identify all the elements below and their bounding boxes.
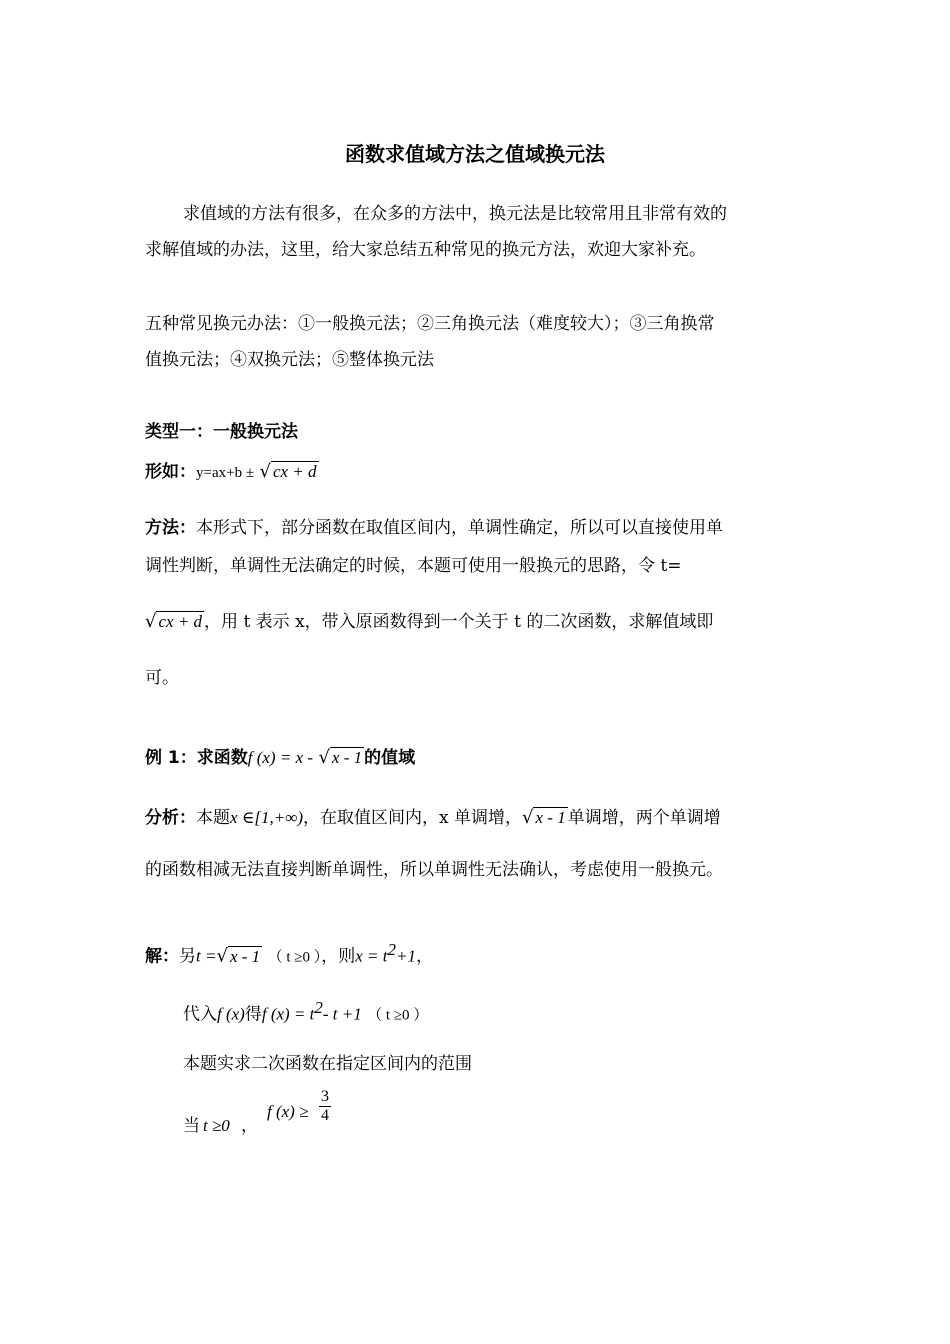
fraction-three-quarters (319, 1088, 331, 1125)
condition-1: （ t ≥0 ） (267, 949, 322, 966)
method-line-2: 调性判断，单调性无法确定的时候，本题可使用一般换元的思路，令 t= (145, 556, 682, 576)
method-text-1: 本形式下，部分函数在取值区间内，单调性确定，所以可以直接使用单 (196, 518, 723, 538)
x-expr-pre: x = t (355, 946, 388, 966)
step4-f: f (x) ≥ (267, 1102, 309, 1121)
radical-sign: √ (216, 945, 228, 967)
radical-sign: √ (522, 807, 534, 828)
example1-radicand: x - 1 (331, 748, 363, 767)
condition-2: （ t ≥0 ） (367, 1007, 429, 1024)
intro-line-1: 求值域的方法有很多，在众多的方法中，换元法是比较常用且非常有效的 (183, 204, 727, 224)
step2-expr-post: - t +1 (322, 1004, 362, 1024)
then-text: ，则 (321, 946, 356, 967)
step4-comma: ， (241, 1116, 258, 1136)
step4-cond: t ≥0 (203, 1116, 230, 1135)
type1-heading: 类型一：一般换元法 (145, 422, 298, 442)
form-label: 形如： (145, 462, 196, 482)
method-text-3: ，用 t 表示 x，带入原函数得到一个关于 t 的二次函数，求解值域即 (204, 612, 714, 632)
example1-line (145, 746, 415, 770)
fraction-denominator: 4 (321, 1107, 329, 1124)
method-line-1 (145, 516, 723, 540)
method-label: 方法： (145, 518, 196, 538)
example1-label: 例 1：求函数 (145, 748, 248, 768)
step2-f: f (x) (217, 1004, 245, 1024)
solution-tail: ， (415, 946, 433, 967)
solution-label: 解： (145, 946, 179, 967)
x-expr-post: +1 (395, 946, 416, 966)
step3-line: 本题实求二次函数在指定区间内的范围 (183, 1054, 472, 1074)
methods-line-1: 五种常见换元办法：①一般换元法；②三角换元法（难度较大）；③三角换常 (145, 314, 715, 334)
fraction-numerator: 3 (321, 1088, 329, 1105)
radical-sign: √ (318, 747, 330, 768)
step2-pre: 代入 (183, 1004, 217, 1025)
step4-pre: 当 (183, 1116, 200, 1136)
form-text: y=ax+b ± (196, 465, 255, 481)
analysis-line-1 (145, 806, 721, 830)
step2-expr-pre: f (x) = t (261, 1004, 315, 1024)
solution-pre: 另 (179, 946, 196, 967)
example1-formula: f (x) = x - (247, 748, 314, 767)
step2-line (183, 996, 429, 1025)
analysis-line-2: 的函数相减无法直接判断单调性，所以单调性无法确认，考虑使用一般换元。 (145, 860, 723, 880)
substitution-lhs: t = (196, 946, 217, 966)
step2-mid: 得 (244, 1004, 262, 1025)
methods-line-2: 值换元法；④双换元法；⑤整体换元法 (145, 350, 434, 370)
x-expr-sup: 2 (387, 940, 396, 959)
analysis-label: 分析： (145, 808, 196, 828)
analysis-domain: x ∈[1,+∞) (230, 808, 303, 827)
radical-sign: √ (259, 461, 271, 482)
form-radicand: cx + d (272, 462, 317, 481)
intro-line-2: 求解值域的办法，这里，给大家总结五种常见的换元方法，欢迎大家补充。 (145, 240, 706, 260)
method-line-3 (145, 610, 713, 634)
step2-expr-sup: 2 (314, 998, 323, 1017)
analysis-radicand: x - 1 (535, 808, 566, 827)
example1-suffix: 的值域 (364, 748, 416, 768)
analysis-mid: ，在取值区间内，x 单调增， (303, 808, 522, 828)
analysis-post: 单调增，两个单调增 (567, 808, 721, 828)
method-line-4: 可。 (145, 668, 179, 688)
analysis-pre: 本题 (196, 808, 230, 828)
method-radicand: cx + d (158, 612, 203, 631)
radical-sign: √ (145, 611, 157, 632)
page-title: 函数求值域方法之值域换元法 (345, 142, 605, 166)
substitution-radicand: x - 1 (229, 946, 261, 966)
form-line (145, 460, 319, 484)
solution-line (145, 938, 433, 967)
